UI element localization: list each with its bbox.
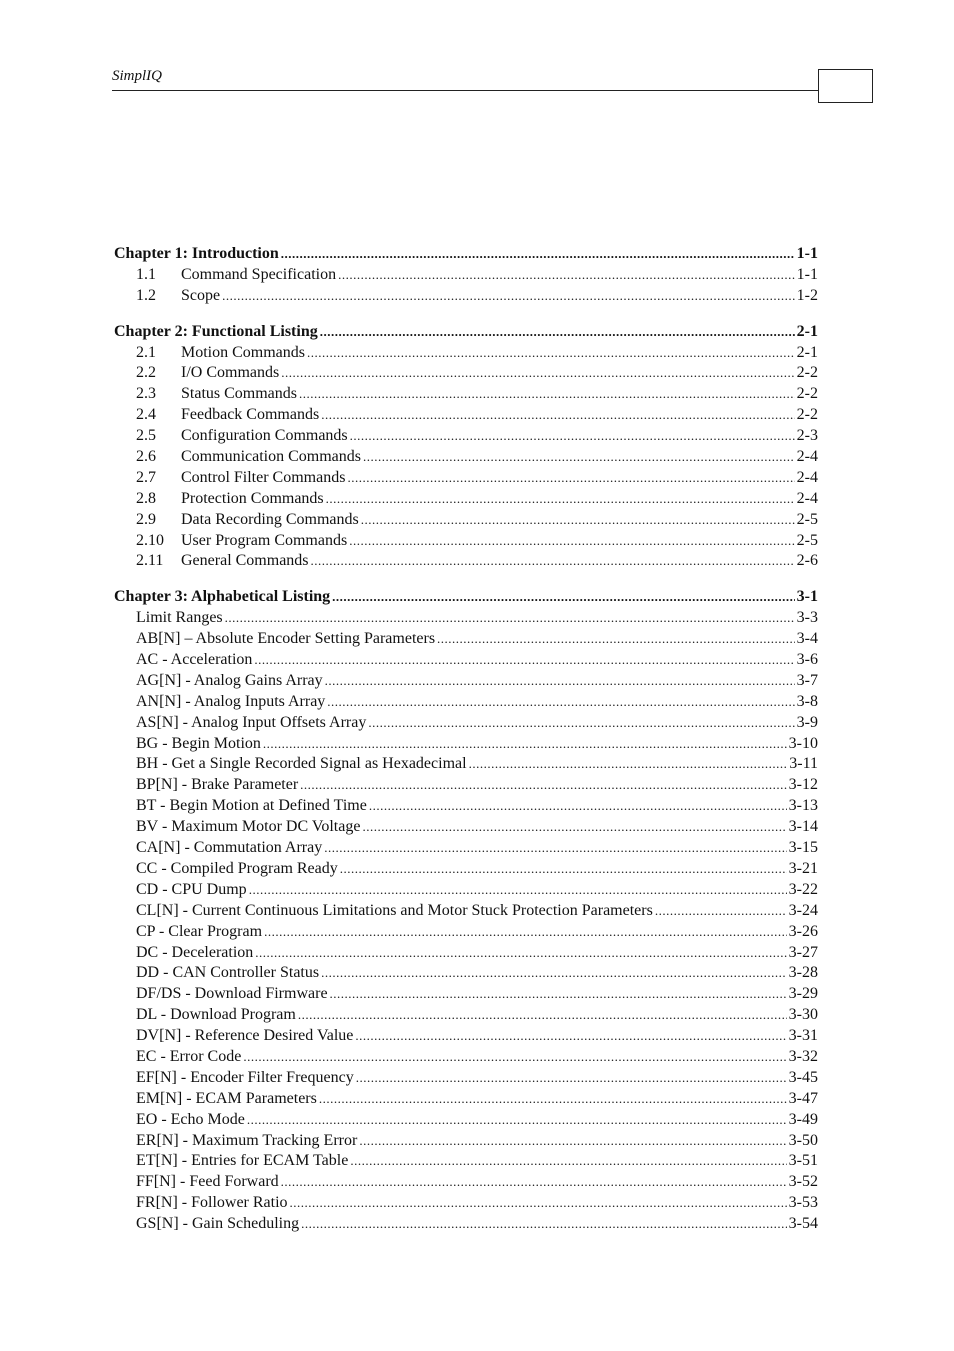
toc-chapter-entry[interactable] — [114, 587, 818, 608]
dot-leader — [281, 1172, 787, 1193]
dot-leader — [469, 754, 788, 775]
toc-entry[interactable] — [114, 1026, 818, 1047]
toc-entry-label: Data Recording Commands — [181, 510, 359, 528]
toc-page-number: 3-14 — [788, 818, 818, 836]
toc-page-number: 2-2 — [796, 364, 818, 382]
toc-page-number: 3-22 — [788, 880, 818, 898]
dot-leader — [254, 650, 794, 671]
toc-page-number: 2-3 — [796, 427, 818, 445]
toc-page-number: 2-4 — [796, 448, 818, 466]
toc-entry-label: EO - Echo Mode — [136, 1110, 245, 1128]
dot-leader — [327, 692, 794, 713]
toc-page-number: 2-4 — [796, 489, 818, 507]
toc-entry[interactable] — [114, 426, 818, 447]
toc-entry-label: AS[N] - Analog Input Offsets Array — [136, 713, 367, 731]
toc-page-number: 2-5 — [796, 510, 818, 528]
toc-page-number: 2-1 — [796, 322, 818, 340]
toc-entry-number: 2.10 — [136, 531, 164, 549]
toc-entry[interactable] — [114, 1172, 818, 1193]
dot-leader — [356, 1068, 787, 1089]
dot-leader — [350, 1151, 786, 1172]
toc-entry-label: EC - Error Code — [136, 1047, 242, 1065]
toc-entry[interactable] — [114, 796, 818, 817]
toc-entry[interactable] — [114, 943, 818, 964]
toc-entry[interactable] — [114, 1131, 818, 1152]
toc-entry-label: FF[N] - Feed Forward — [136, 1173, 279, 1191]
toc-entry[interactable] — [114, 1110, 818, 1131]
toc-entry[interactable] — [114, 629, 818, 650]
toc-entry-label: Feedback Commands — [181, 406, 320, 424]
dot-leader — [307, 343, 795, 364]
toc-entry-number: 1.1 — [136, 265, 156, 283]
toc-page-number: 3-9 — [796, 713, 818, 731]
dot-leader — [330, 984, 787, 1005]
toc-entry[interactable] — [114, 754, 818, 775]
toc-page-number: 3-45 — [788, 1068, 818, 1086]
toc-page-number: 3-30 — [788, 1006, 818, 1024]
dot-leader — [225, 608, 795, 629]
toc-page-number: 3-52 — [788, 1173, 818, 1191]
dot-leader — [301, 1214, 787, 1235]
toc-page-number: 3-4 — [796, 630, 818, 648]
toc-entry[interactable] — [114, 859, 818, 880]
toc-entry-number: 2.1 — [136, 343, 156, 361]
toc-page-number: 2-4 — [796, 468, 818, 486]
toc-entry[interactable] — [114, 838, 818, 859]
toc-page-number: 2-1 — [796, 343, 818, 361]
toc-entry[interactable] — [114, 447, 818, 468]
toc-entry-label: BG - Begin Motion — [136, 734, 261, 752]
dot-leader — [324, 838, 786, 859]
toc-page-number: 3-49 — [788, 1110, 818, 1128]
toc-page-number: 3-7 — [796, 671, 818, 689]
toc-entry[interactable] — [114, 922, 818, 943]
dot-leader — [355, 1026, 786, 1047]
toc-entry-label: BT - Begin Motion at Defined Time — [136, 797, 367, 815]
toc-entry[interactable] — [114, 468, 818, 489]
dot-leader — [332, 587, 795, 608]
toc-entry[interactable] — [114, 1005, 818, 1026]
toc-entry-label: General Commands — [181, 552, 309, 570]
toc-entry[interactable] — [114, 1068, 818, 1089]
toc-page-number: 2-2 — [796, 406, 818, 424]
toc-entry-label: BH - Get a Single Recorded Signal as Hexadecimal — [136, 755, 467, 773]
toc-page-number: 3-28 — [788, 964, 818, 982]
toc-entry[interactable] — [114, 817, 818, 838]
toc-entry[interactable] — [114, 734, 818, 755]
toc-page-number: 1-1 — [796, 265, 818, 283]
dot-leader — [299, 384, 795, 405]
toc-entry[interactable] — [114, 531, 818, 552]
toc-entry-label: CD - CPU Dump — [136, 880, 247, 898]
toc-entry[interactable] — [114, 901, 818, 922]
toc-entry-label: DL - Download Program — [136, 1006, 296, 1024]
dot-leader — [311, 551, 795, 572]
table-of-contents — [114, 244, 818, 1235]
toc-page-number: 3-11 — [789, 755, 818, 773]
toc-page-number: 3-15 — [788, 839, 818, 857]
toc-entry[interactable] — [114, 671, 818, 692]
toc-entry[interactable] — [114, 775, 818, 796]
toc-entry-label: Status Commands — [181, 385, 298, 403]
toc-chapter-entry[interactable] — [114, 244, 818, 265]
dot-leader — [347, 468, 794, 489]
toc-entry-label: Chapter 1: Introduction — [114, 245, 279, 262]
toc-entry[interactable] — [114, 286, 818, 307]
dot-leader — [319, 1089, 787, 1110]
toc-entry-number: 2.2 — [136, 364, 156, 382]
toc-entry-label: GS[N] - Gain Scheduling — [136, 1215, 300, 1233]
dot-leader — [321, 963, 787, 984]
toc-entry[interactable] — [114, 608, 818, 629]
toc-page-number: 3-50 — [788, 1131, 818, 1149]
toc-page-number: 3-1 — [796, 588, 818, 606]
toc-page-number: 3-54 — [788, 1215, 818, 1233]
toc-entry-label: CC - Compiled Program Ready — [136, 859, 338, 877]
dot-leader — [325, 671, 795, 692]
dot-leader — [350, 426, 795, 447]
toc-page-number: 2-6 — [796, 552, 818, 570]
dot-leader — [321, 405, 794, 426]
toc-entry[interactable] — [114, 265, 818, 286]
toc-entry[interactable] — [114, 343, 818, 364]
toc-page-number: 2-5 — [796, 531, 818, 549]
toc-entry[interactable] — [114, 1151, 818, 1172]
toc-entry-label: AG[N] - Analog Gains Array — [136, 671, 323, 689]
toc-entry-label: CL[N] - Current Continuous Limitations and Motor Stuck Protection Parameters — [136, 901, 653, 919]
toc-page-number: 3-31 — [788, 1027, 818, 1045]
toc-entry[interactable] — [114, 692, 818, 713]
toc-page-number: 3-32 — [788, 1047, 818, 1065]
toc-entry-label: CA[N] - Commutation Array — [136, 839, 323, 857]
running-header-title: SimplIQ — [112, 68, 162, 84]
toc-entry[interactable] — [114, 489, 818, 510]
toc-entry-label: Control Filter Commands — [181, 468, 346, 486]
toc-entry[interactable] — [114, 1214, 818, 1235]
dot-leader — [359, 1131, 786, 1152]
toc-page-number: 3-24 — [788, 901, 818, 919]
toc-entry-label: Motion Commands — [181, 343, 306, 361]
toc-entry-label: CP - Clear Program — [136, 922, 263, 940]
toc-chapter-entry[interactable] — [114, 322, 818, 343]
toc-page-number: 3-10 — [788, 734, 818, 752]
dot-leader — [249, 880, 787, 901]
toc-page-number: 3-12 — [788, 776, 818, 794]
toc-entry[interactable] — [114, 650, 818, 671]
toc-entry-label: Chapter 2: Functional Listing — [114, 322, 318, 340]
dot-leader — [281, 363, 794, 384]
toc-entry-label: BV - Maximum Motor DC Voltage — [136, 818, 361, 836]
dot-leader — [363, 447, 795, 468]
dot-leader — [264, 922, 787, 943]
dot-leader — [222, 286, 795, 307]
toc-entry-label: I/O Commands — [181, 364, 280, 382]
toc-entry-label: Command Specification — [181, 265, 337, 283]
dot-leader — [290, 1193, 787, 1214]
toc-entry[interactable] — [114, 963, 818, 984]
toc-entry-number: 2.11 — [136, 552, 164, 570]
toc-entry-number: 2.5 — [136, 427, 156, 445]
dot-leader — [247, 1110, 787, 1131]
toc-entry-label: User Program Commands — [181, 531, 348, 549]
toc-page-number: 3-13 — [788, 797, 818, 815]
toc-page-number: 3-47 — [788, 1089, 818, 1107]
toc-entry-number: 2.6 — [136, 448, 156, 466]
dot-leader — [361, 510, 795, 531]
toc-entry-label: AN[N] - Analog Inputs Array — [136, 692, 326, 710]
dot-leader — [340, 859, 787, 880]
toc-entry-label: Chapter 3: Alphabetical Listing — [114, 588, 331, 606]
toc-entry-label: ER[N] - Maximum Tracking Error — [136, 1131, 358, 1149]
toc-page-number: 2-2 — [796, 385, 818, 403]
toc-entry-label: FR[N] - Follower Ratio — [136, 1194, 288, 1212]
toc-page-number: 1-1 — [796, 245, 818, 262]
toc-entry[interactable] — [114, 984, 818, 1005]
toc-page-number: 1-2 — [796, 286, 818, 304]
toc-entry-label: ET[N] - Entries for ECAM Table — [136, 1152, 349, 1170]
dot-leader — [255, 943, 786, 964]
toc-page-number: 3-53 — [788, 1194, 818, 1212]
toc-entry-label: DV[N] - Reference Desired Value — [136, 1027, 354, 1045]
toc-entry-number: 2.4 — [136, 406, 156, 424]
toc-page-number: 3-21 — [788, 859, 818, 877]
toc-entry[interactable] — [114, 1047, 818, 1068]
toc-entry-label: EM[N] - ECAM Parameters — [136, 1089, 317, 1107]
dot-leader — [338, 265, 795, 286]
toc-entry-label: Scope — [181, 286, 221, 304]
dot-leader — [281, 244, 795, 265]
toc-page-number: 3-26 — [788, 922, 818, 940]
toc-entry-label: Limit Ranges — [136, 609, 223, 627]
toc-entry-number: 2.8 — [136, 489, 156, 507]
toc-entry[interactable] — [114, 1089, 818, 1110]
toc-page-number: 3-8 — [796, 692, 818, 710]
toc-page-number: 3-27 — [788, 943, 818, 961]
dot-leader — [655, 901, 787, 922]
toc-entry[interactable] — [114, 363, 818, 384]
toc-entry-label: AC - Acceleration — [136, 651, 253, 669]
dot-leader — [369, 796, 787, 817]
toc-entry[interactable] — [114, 384, 818, 405]
toc-entry-label: Communication Commands — [181, 448, 361, 466]
toc-entry-label: Configuration Commands — [181, 427, 348, 445]
toc-entry-label: EF[N] - Encoder Filter Frequency — [136, 1068, 354, 1086]
toc-entry-number: 1.2 — [136, 286, 156, 304]
toc-entry-label: DC - Deceleration — [136, 943, 254, 961]
header-rule — [112, 90, 819, 91]
dot-leader — [300, 775, 787, 796]
dot-leader — [326, 489, 795, 510]
dot-leader — [362, 817, 786, 838]
toc-page-number: 3-51 — [788, 1152, 818, 1170]
toc-entry-label: DD - CAN Controller Status — [136, 964, 320, 982]
toc-page-number: 3-29 — [788, 985, 818, 1003]
toc-entry-label: Protection Commands — [181, 489, 324, 507]
toc-page-number: 3-6 — [796, 651, 818, 669]
dot-leader — [243, 1047, 786, 1068]
dot-leader — [437, 629, 795, 650]
dot-leader — [263, 734, 787, 755]
toc-entry-label: BP[N] - Brake Parameter — [136, 776, 299, 794]
toc-entry-label: AB[N] – Absolute Encoder Setting Parameters — [136, 630, 436, 648]
toc-page-number: 3-3 — [796, 609, 818, 627]
dot-leader — [368, 713, 794, 734]
toc-entry-number: 2.9 — [136, 510, 156, 528]
toc-entry[interactable] — [114, 510, 818, 531]
toc-entry-label: DF/DS - Download Firmware — [136, 985, 328, 1003]
toc-entry[interactable] — [114, 1193, 818, 1214]
toc-entry[interactable] — [114, 405, 818, 426]
dot-leader — [349, 531, 794, 552]
toc-entry-number: 2.7 — [136, 468, 156, 486]
dot-leader — [320, 322, 795, 343]
dot-leader — [298, 1005, 787, 1026]
page-number-box — [818, 69, 873, 103]
toc-entry[interactable] — [114, 713, 818, 734]
toc-entry-number: 2.3 — [136, 385, 156, 403]
toc-entry[interactable] — [114, 551, 818, 572]
toc-entry[interactable] — [114, 880, 818, 901]
